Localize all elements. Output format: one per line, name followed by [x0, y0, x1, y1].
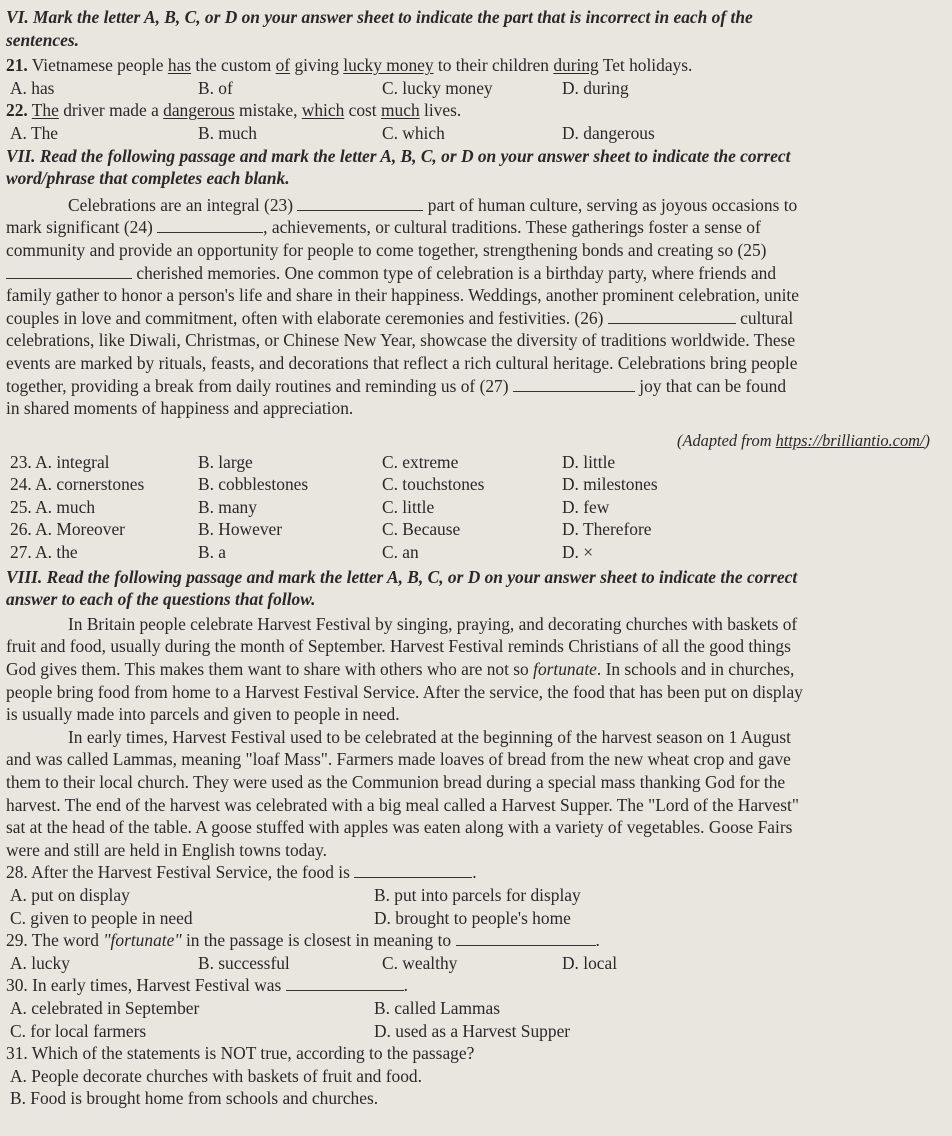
option-27b[interactable]: B. a: [198, 542, 227, 563]
option-29c[interactable]: C. wealthy: [382, 952, 458, 973]
question-28-options-row2: [6, 907, 944, 930]
passage-line: God gives them. This makes them want to share with others who are not so fortunate. In schools and in churches,: [6, 659, 795, 680]
blank-28[interactable]: [354, 863, 472, 878]
option-21c[interactable]: C. lucky money: [382, 77, 493, 98]
question-30-options-row1: [6, 997, 944, 1020]
question-29: 29. The word "fortunate" in the passage is closest in meaning to .: [6, 930, 600, 951]
passage-line: Celebrations are an integral (23) part of human culture, serving as joyous occasions to: [68, 194, 798, 215]
option-30a[interactable]: A. celebrated in September: [10, 997, 200, 1018]
option-26d[interactable]: D. Therefore: [562, 519, 652, 540]
passage-line: celebrations, like Diwali, Christmas, or Chinese New Year, showcase the diversity of traditions worldwide. These: [6, 330, 796, 351]
option-30d[interactable]: D. used as a Harvest Supper: [374, 1020, 571, 1041]
underlined-which: which: [301, 100, 345, 121]
option-31a[interactable]: A. People decorate churches with baskets of fruit and food.: [10, 1065, 422, 1086]
option-26a[interactable]: 26. A. Moreover: [10, 519, 125, 540]
passage-line: fruit and food, usually during the month of September. Harvest Festival reminds Christians of all the good things: [6, 636, 791, 657]
answer-row-23: [6, 451, 944, 474]
passage-harvest-festival: [6, 613, 944, 862]
question-22-options: [6, 122, 944, 145]
passage-line: community and provide an opportunity for people to come together, strengthening bonds and creating so (25): [6, 239, 767, 260]
option-21a[interactable]: A. has: [10, 77, 55, 98]
blank-27[interactable]: [513, 377, 635, 392]
passage-line: couples in love and commitment, often with elaborate ceremonies and festivities. (26) cultural: [6, 307, 794, 328]
underlined-much: much: [381, 100, 420, 121]
option-25b[interactable]: B. many: [198, 496, 257, 517]
option-22b[interactable]: B. much: [198, 122, 257, 143]
passage-line: together, providing a break from daily routines and reminding us of (27) joy that can be found: [6, 375, 787, 396]
blank-30[interactable]: [286, 976, 404, 991]
question-28: 28. After the Harvest Festival Service, the food is .: [6, 862, 477, 883]
passage-line: events are marked by rituals, feasts, and decorations that reflect a rich cultural heritage. Celebrations bring people: [6, 352, 798, 373]
passage-line: In early times, Harvest Festival used to be celebrated at the beginning of the harvest season on 1 August: [68, 726, 791, 747]
option-24d[interactable]: D. milestones: [562, 474, 658, 495]
answer-row-24: [6, 473, 944, 496]
option-24a[interactable]: 24. A. cornerstones: [10, 474, 145, 495]
option-25c[interactable]: C. little: [382, 496, 435, 517]
source-citation: (Adapted from https://brilliantio.com/): [677, 430, 930, 450]
option-24b[interactable]: B. cobblestones: [198, 474, 309, 495]
option-30b[interactable]: B. called Lammas: [374, 997, 501, 1018]
section-8-heading: VIII. Read the following passage and mark the letter A, B, C, or D on your answer sheet to indicate the correct: [6, 566, 798, 587]
underlined-during: during: [553, 55, 599, 76]
option-30c[interactable]: C. for local farmers: [10, 1020, 147, 1041]
source-link[interactable]: https://brilliantio.com/: [775, 430, 925, 450]
blank-26[interactable]: [608, 309, 736, 324]
option-22c[interactable]: C. which: [382, 122, 445, 143]
blank-23[interactable]: [297, 196, 423, 211]
word-fortunate: fortunate: [533, 659, 597, 680]
answer-row-26: [6, 518, 944, 541]
passage-line: is usually made into parcels and given to people in need.: [6, 704, 400, 725]
passage-celebrations: [6, 194, 944, 420]
blank-25[interactable]: [6, 264, 132, 279]
passage-line: sat at the head of the table. A goose stuffed with apples was eaten along with a variety of vegetables. Goose Fairs: [6, 817, 793, 838]
underlined-has: has: [167, 55, 192, 76]
section-6-heading-line1: VI. Mark the letter A, B, C, or D on your answer sheet to indicate the part that is incorrect in each of the: [6, 7, 753, 27]
section-6-heading-line2: sentences.: [6, 29, 79, 50]
passage-line: cherished memories. One common type of celebration is a birthday party, where friends and: [6, 262, 944, 285]
passage-line: were and still are held in English towns today.: [6, 839, 328, 860]
section-8-heading-cont: answer to each of the questions that follow.: [6, 589, 316, 610]
passage-line: and was called Lammas, meaning "loaf Mass". Farmers made loaves of bread from the new wheat crop and gave: [6, 749, 791, 770]
option-29d[interactable]: D. local: [562, 952, 618, 973]
underlined-of: of: [275, 55, 291, 76]
section-6-heading-cont: [6, 29, 944, 52]
option-21d[interactable]: D. during: [562, 77, 629, 98]
passage-line: them to their local church. They were used as the Communion bread during a special mass thanking God for the: [6, 772, 786, 792]
section-7-heading-cont: word/phrase that completes each blank.: [6, 168, 290, 189]
answer-row-25: [6, 496, 944, 519]
option-27a[interactable]: 27. A. the: [10, 542, 78, 563]
question-29-options: [6, 952, 944, 975]
underlined-dangerous: dangerous: [163, 100, 235, 121]
passage-line: people bring food from home to a Harvest Festival Service. After the service, the food that has been put on display: [6, 681, 803, 702]
passage-line: harvest. The end of the harvest was celebrated with a big meal called a Harvest Supper. The "Lord of the Harvest": [6, 794, 799, 815]
option-22d[interactable]: D. dangerous: [562, 122, 655, 143]
option-23a[interactable]: 23. A. integral: [10, 451, 110, 472]
option-29a[interactable]: A. lucky: [10, 952, 70, 973]
passage-line: family gather to honor a person's life and share in their happiness. Weddings, another prominent celebration, unite: [6, 285, 799, 306]
underlined-the: The: [31, 100, 59, 121]
question-31: 31. Which of the statements is NOT true, according to the passage?: [6, 1043, 475, 1064]
option-28c[interactable]: C. given to people in need: [10, 907, 193, 928]
answer-row-27: [6, 541, 944, 564]
question-21-number: 21.: [6, 55, 28, 76]
blank-24[interactable]: [157, 218, 263, 233]
question-21-options: [6, 77, 944, 100]
question-30: 30. In early times, Harvest Festival was .: [6, 975, 409, 996]
option-28a[interactable]: A. put on display: [10, 884, 130, 905]
worksheet-page: [0, 6, 952, 1136]
option-26b[interactable]: B. However: [198, 519, 283, 540]
option-24c[interactable]: C. touchstones: [382, 474, 485, 495]
question-22: 22. The driver made a dangerous mistake, which cost much lives.: [6, 100, 462, 121]
question-30-options-row2: [6, 1020, 944, 1043]
answer-options-23-27: [6, 451, 944, 564]
option-29b[interactable]: B. successful: [198, 952, 290, 973]
option-23b[interactable]: B. large: [198, 451, 253, 472]
passage-line: mark significant (24) , achievements, or cultural traditions. These gatherings foster a sense of: [6, 217, 761, 238]
option-25d[interactable]: D. few: [562, 496, 610, 517]
section-7-heading: VII. Read the following passage and mark the letter A, B, C, or D on your answer sheet to indicate the correct: [6, 145, 791, 166]
blank-29[interactable]: [456, 931, 596, 946]
section-6-heading: [6, 6, 944, 29]
question-21: 21. Vietnamese people has the custom of giving lucky money to their children during Tet holidays.: [6, 55, 693, 76]
option-28b[interactable]: B. put into parcels for display: [374, 884, 581, 905]
question-28-options-row1: [6, 884, 944, 907]
underlined-lucky-money: lucky money: [343, 55, 434, 76]
question-22-number: 22.: [6, 100, 28, 121]
quoted-word-fortunate: "fortunate": [103, 930, 182, 951]
passage-line: In Britain people celebrate Harvest Festival by singing, praying, and decorating churches with baskets of: [68, 613, 798, 634]
option-25a[interactable]: 25. A. much: [10, 496, 96, 517]
passage-line: in shared moments of happiness and appreciation.: [6, 398, 354, 419]
option-22a[interactable]: A. The: [10, 122, 58, 143]
option-26c[interactable]: C. Because: [382, 519, 461, 540]
option-31b[interactable]: B. Food is brought home from schools and churches.: [10, 1088, 379, 1109]
option-23c[interactable]: C. extreme: [382, 451, 459, 472]
option-21b[interactable]: B. of: [198, 77, 233, 98]
option-27d[interactable]: D. ×: [562, 542, 594, 563]
option-23d[interactable]: D. little: [562, 451, 616, 472]
option-27c[interactable]: C. an: [382, 542, 419, 563]
option-28d[interactable]: D. brought to people's home: [374, 907, 571, 928]
